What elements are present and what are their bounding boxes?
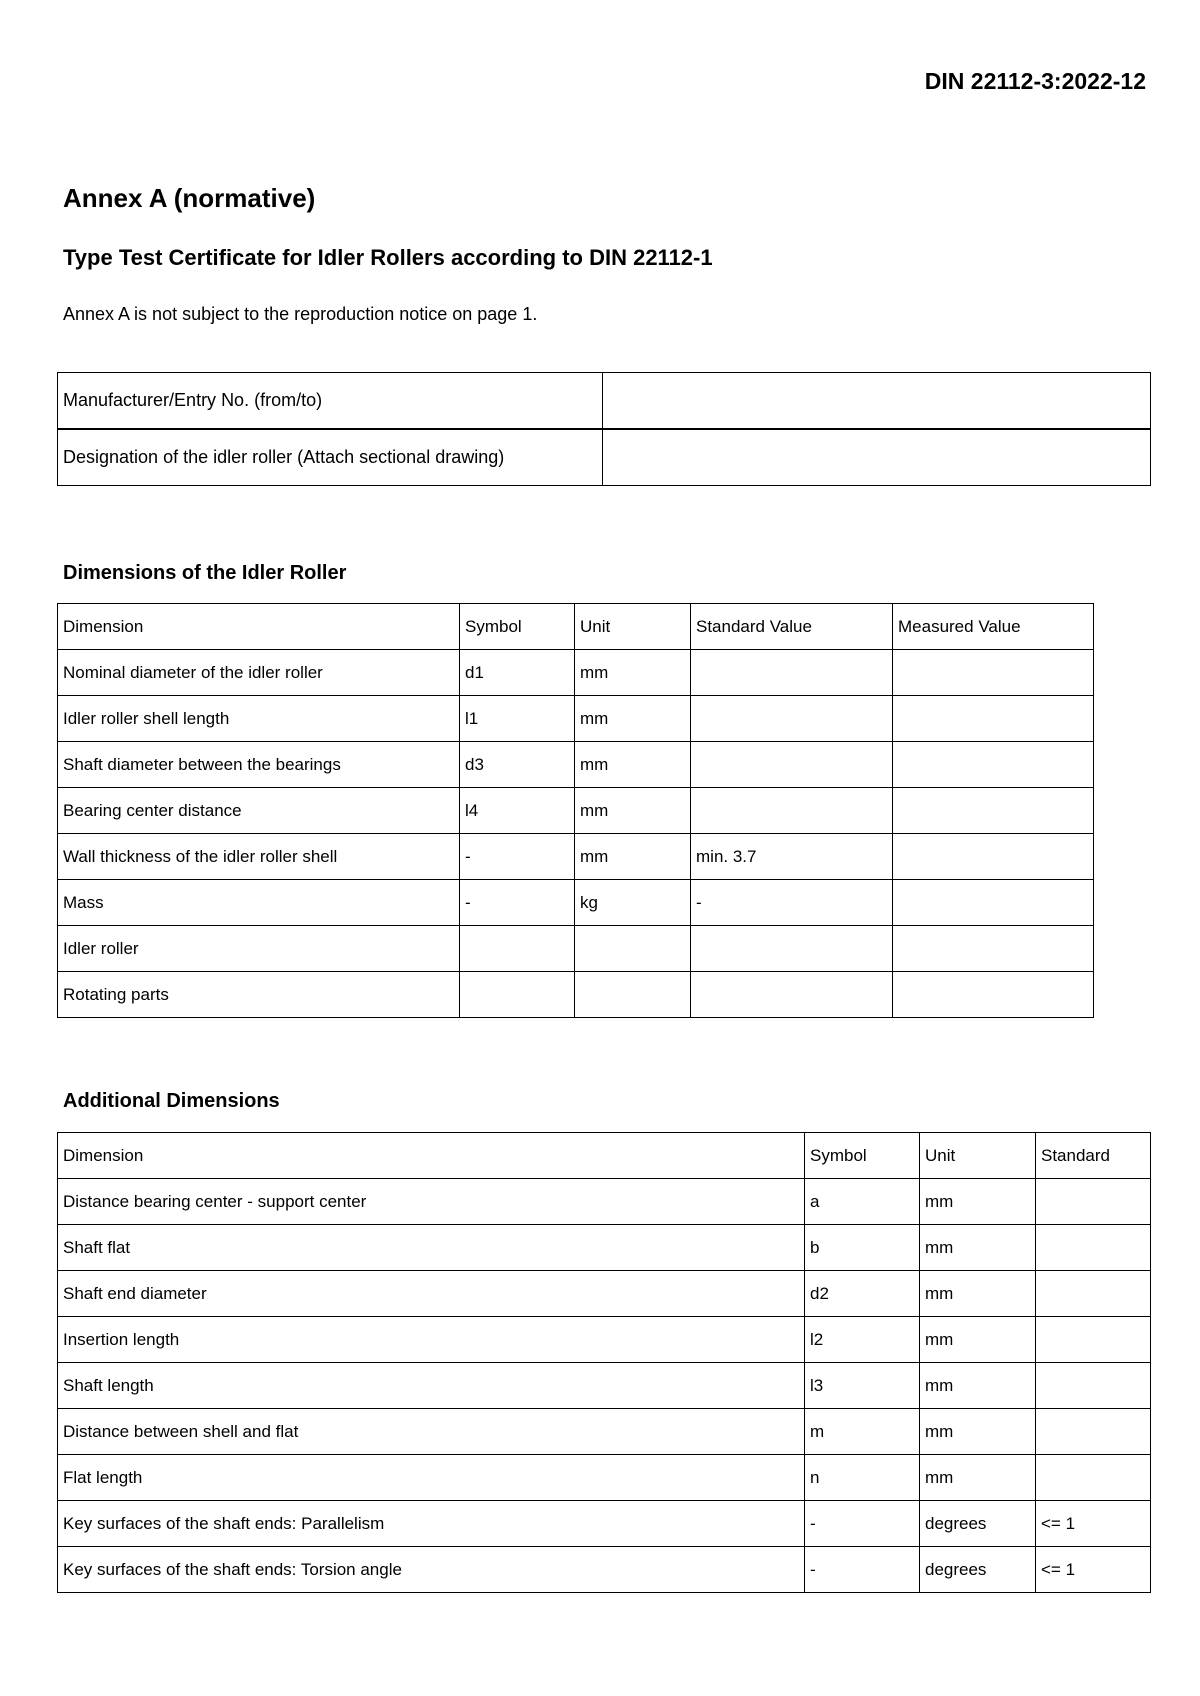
dimension-cell: Shaft diameter between the bearings xyxy=(58,742,460,788)
symbol-cell: d1 xyxy=(460,650,575,696)
table-row xyxy=(58,926,1094,972)
dimension-cell: Bearing center distance xyxy=(58,788,460,834)
column-header: Symbol xyxy=(805,1133,920,1179)
measured-value-cell[interactable] xyxy=(893,742,1094,788)
column-header: Standard Value xyxy=(691,604,893,650)
symbol-cell: b xyxy=(805,1225,920,1271)
dimension-cell: Wall thickness of the idler roller shell xyxy=(58,834,460,880)
dimension-cell: Mass xyxy=(58,880,460,926)
unit-cell: mm xyxy=(575,742,691,788)
table-header-row xyxy=(58,604,1094,650)
dimension-cell: Distance between shell and flat xyxy=(58,1409,805,1455)
table-row xyxy=(58,1409,1151,1455)
standard-value-cell xyxy=(691,926,893,972)
column-header: Unit xyxy=(920,1133,1036,1179)
standard-value-cell xyxy=(691,788,893,834)
symbol-cell: n xyxy=(805,1455,920,1501)
unit-cell: kg xyxy=(575,880,691,926)
standard-cell xyxy=(1036,1363,1151,1409)
dimension-cell: Shaft flat xyxy=(58,1225,805,1271)
unit-cell: mm xyxy=(920,1409,1036,1455)
symbol-cell xyxy=(460,972,575,1018)
symbol-cell: d3 xyxy=(460,742,575,788)
standard-cell xyxy=(1036,1455,1151,1501)
dimension-cell: Shaft end diameter xyxy=(58,1271,805,1317)
measured-value-cell[interactable] xyxy=(893,926,1094,972)
standard-cell: <= 1 xyxy=(1036,1547,1151,1593)
symbol-cell: - xyxy=(460,834,575,880)
table-row xyxy=(58,1501,1151,1547)
column-header: Measured Value xyxy=(893,604,1094,650)
measured-value-cell[interactable] xyxy=(893,788,1094,834)
table-row xyxy=(58,696,1094,742)
standard-value-cell xyxy=(691,742,893,788)
dimension-cell: Idler roller xyxy=(58,926,460,972)
symbol-cell: l1 xyxy=(460,696,575,742)
symbol-cell: - xyxy=(805,1547,920,1593)
designation-value-field[interactable] xyxy=(603,429,1151,486)
manufacturer-label: Manufacturer/Entry No. (from/to) xyxy=(58,373,603,430)
dimension-cell: Nominal diameter of the idler roller xyxy=(58,650,460,696)
standard-cell: <= 1 xyxy=(1036,1501,1151,1547)
unit-cell: mm xyxy=(920,1225,1036,1271)
column-header: Standard xyxy=(1036,1133,1151,1179)
certificate-title: Type Test Certificate for Idler Rollers according to DIN 22112-1 xyxy=(63,245,713,270)
dimension-cell: Distance bearing center - support center xyxy=(58,1179,805,1225)
symbol-cell: l4 xyxy=(460,788,575,834)
unit-cell xyxy=(575,926,691,972)
column-header: Dimension xyxy=(58,604,460,650)
symbol-cell: l3 xyxy=(805,1363,920,1409)
dimension-cell: Idler roller shell length xyxy=(58,696,460,742)
table-row xyxy=(58,1317,1151,1363)
table-row xyxy=(58,650,1094,696)
table-row xyxy=(58,429,1151,486)
measured-value-cell[interactable] xyxy=(893,834,1094,880)
table-row xyxy=(58,1179,1151,1225)
unit-cell: mm xyxy=(920,1363,1036,1409)
standard-cell xyxy=(1036,1317,1151,1363)
table-row xyxy=(58,1271,1151,1317)
dimension-cell: Flat length xyxy=(58,1455,805,1501)
table-row xyxy=(58,1363,1151,1409)
unit-cell: mm xyxy=(575,650,691,696)
dimension-cell: Insertion length xyxy=(58,1317,805,1363)
dimension-cell: Rotating parts xyxy=(58,972,460,1018)
additional-dimensions-table xyxy=(57,1132,1151,1593)
standard-cell xyxy=(1036,1225,1151,1271)
table-row xyxy=(58,972,1094,1018)
reproduction-notice: Annex A is not subject to the reproduction notice on page 1. xyxy=(63,304,538,324)
unit-cell: degrees xyxy=(920,1501,1036,1547)
measured-value-cell[interactable] xyxy=(893,650,1094,696)
info-table xyxy=(57,372,1151,486)
symbol-cell: - xyxy=(460,880,575,926)
table-row xyxy=(58,1225,1151,1271)
symbol-cell: m xyxy=(805,1409,920,1455)
annex-title: Annex A (normative) xyxy=(63,183,316,213)
column-header: Symbol xyxy=(460,604,575,650)
standard-value-cell: - xyxy=(691,880,893,926)
dimensions-heading: Dimensions of the Idler Roller xyxy=(63,562,347,584)
unit-cell: mm xyxy=(575,788,691,834)
unit-cell: mm xyxy=(920,1317,1036,1363)
standard-value-cell xyxy=(691,650,893,696)
unit-cell: mm xyxy=(575,834,691,880)
unit-cell: mm xyxy=(575,696,691,742)
standard-value-cell xyxy=(691,696,893,742)
table-row xyxy=(58,1455,1151,1501)
symbol-cell: d2 xyxy=(805,1271,920,1317)
dimension-cell: Key surfaces of the shaft ends: Parallelism xyxy=(58,1501,805,1547)
unit-cell: mm xyxy=(920,1455,1036,1501)
symbol-cell: a xyxy=(805,1179,920,1225)
standard-value-cell xyxy=(691,972,893,1018)
symbol-cell: - xyxy=(805,1501,920,1547)
table-row xyxy=(58,373,1151,430)
unit-cell: mm xyxy=(920,1271,1036,1317)
table-row xyxy=(58,880,1094,926)
column-header: Unit xyxy=(575,604,691,650)
table-row xyxy=(58,1547,1151,1593)
column-header: Dimension xyxy=(58,1133,805,1179)
dimension-cell: Key surfaces of the shaft ends: Torsion angle xyxy=(58,1547,805,1593)
unit-cell: mm xyxy=(920,1179,1036,1225)
standard-cell xyxy=(1036,1409,1151,1455)
standard-cell xyxy=(1036,1271,1151,1317)
standard-cell xyxy=(1036,1179,1151,1225)
measured-value-cell[interactable] xyxy=(893,972,1094,1018)
manufacturer-value-field[interactable] xyxy=(603,373,1151,430)
designation-label: Designation of the idler roller (Attach sectional drawing) xyxy=(58,429,603,486)
dimensions-table xyxy=(57,603,1094,1018)
additional-dimensions-heading: Additional Dimensions xyxy=(63,1090,280,1112)
unit-cell: degrees xyxy=(920,1547,1036,1593)
document-id: DIN 22112-3:2022-12 xyxy=(924,68,1146,94)
table-row xyxy=(58,742,1094,788)
table-header-row xyxy=(58,1133,1151,1179)
symbol-cell xyxy=(460,926,575,972)
measured-value-cell[interactable] xyxy=(893,696,1094,742)
dimension-cell: Shaft length xyxy=(58,1363,805,1409)
standard-value-cell: min. 3.7 xyxy=(691,834,893,880)
table-row xyxy=(58,788,1094,834)
table-row xyxy=(58,834,1094,880)
unit-cell xyxy=(575,972,691,1018)
measured-value-cell[interactable] xyxy=(893,880,1094,926)
symbol-cell: l2 xyxy=(805,1317,920,1363)
